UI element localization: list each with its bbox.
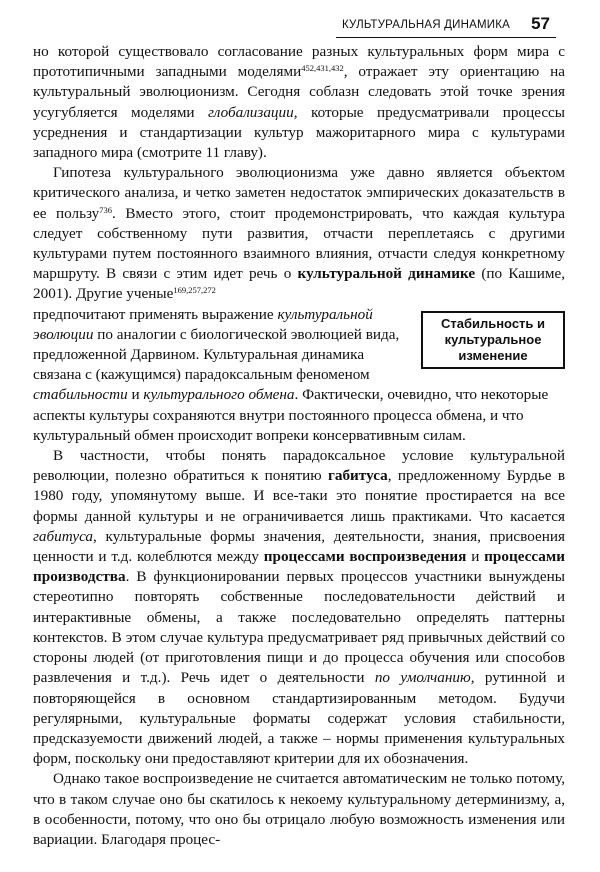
term-reproduction: процессами воспроизведения bbox=[263, 548, 467, 566]
page-header bbox=[0, 14, 600, 38]
paragraph-2: Гипотеза культурального эволюционизма уже давно является объектом критического анализа, и четко заметен недостаток эмпирических доказательств в ее пользу$^{736}$. Вместо этого, стоит продемонстрировать, что каждая культура следует собственному пути развития, отчасти переплетаясь с другими культурами путем постоянного взаимного влияния, отчасти следуя конкретному маршруту. В связи с этим идет речь о культуральной динамике (по Кашиме, 2001). Другие ученые$^{169,257,272}$ bbox=[33, 164, 565, 303]
term-habitus: габитуса bbox=[327, 467, 388, 485]
paragraph-4: Однако такое воспроизведение не считается автоматическим не только потому, что в таком случае оно бы скатилось к некоему культуральному детерминизму, а, в особенности, потому, что оно бы отрицало любую возможность изменения или вариации. Благодаря процес- bbox=[33, 770, 565, 848]
citation: 169,257,272 bbox=[173, 285, 216, 296]
citation: 736 bbox=[99, 204, 113, 215]
main-text: но которой существовало согласование разных культуральных форм мира с прототипичными западными моделями$^{452,431,432}$, отражает эту ориентацию на культуральный эволюционизм. Сегодня соблазн следовать этой точке зрения усугубляется моделями глобализации, которые предусматривали процессы усреднения и стандартизации культур мажоритарного мира с культурами западного мира (смотрите 11 главу). Гипотеза культурального эволюционизма уже давно является объектом критического анализа, и четко заметен недостаток эмпирических доказательств в ее пользу$^{736}$. Вместо этого, стоит продемонстрировать, что каждая культура следует собственному пути развития, отчасти переплетаясь с другими культурами путем постоянного взаимного влияния, отчасти следуя конкретному маршруту. В связи с этим идет речь о культуральной динамике (по Кашиме, 2001). Другие ученые$^{169,257,272}$ Стабильность и культуральное изменение предпочитают применять выражение культуральной эволюции по аналогии с биологической эволюцией вида, предложенной Дарвином. Культуральная динамика связана с (кажущимся) парадоксальным феноменом стабильности и культурального обмена. Фактически, очевидно, что некоторые аспекты культуры сохраняются внутри постоянного процесса обмена, и что культуральный обмен происходит вопреки консервативным силам. В частности, чтобы понять парадоксальное условие культуральной революции, полезно обратиться к понятию габитуса, предложенному Бурдье в 1980 году, упомянутому выше. И все-таки это понятие простирается на все формы данной культуры и не ограничивается лишь практиками. Что касается габитуса, культуральные формы значения, деятельности, знания, присвоения ценности и т.д. колеблются между процессами воспроизведения и процессами производства. В функционировании первых процессов участники вынуждены стереотипно повторять собственные последовательности действий и интерактивные обмены, а также последовательно определять паттерны контекстов. В этом случае культура предусматривает ряд привычных действий со стороны людей (от приготовления пищи и до процесса обучения или способов развлечения и т.д.). Речь идет о деятельности по умолчанию, рутинной и повторяющейся в основном стандартизированным методом. Будучи регулярными, культуральные форматы содержат условия стабильности, предсказуемости движений людей, а также – нормы применения культуральных форм, поскольку они предоставляют критерии для их обозначения. Однако такое воспроизведение не считается автоматическим не только потому, что в таком случае оно бы скатилось к некоему культуральному детерминизму, а, в особенности, потому, что оно бы отрицало любую возможность изменения или вариации. Благодаря процес- bbox=[33, 42, 565, 850]
margin-note-box: Стабильность и культуральное изменение bbox=[421, 311, 565, 369]
citation: 452,431,432 bbox=[301, 63, 344, 74]
page-number: 57 bbox=[531, 14, 550, 33]
running-title: КУЛЬТУРАЛЬНАЯ ДИНАМИКА bbox=[341, 19, 510, 31]
term-cultural-dynamics: культуральной динамике bbox=[297, 265, 476, 283]
paragraph-3: В частности, чтобы понять парадоксальное условие культуральной революции, полезно обратиться к понятию габитуса, предложенному Бурдье в 1980 году, упомянутому выше. И все-таки это понятие простирается на все формы данной культуры и не ограничивается лишь практиками. Что касается габитуса, культуральные формы значения, деятельности, знания, присвоения ценности и т.д. колеблются между процессами воспроизведения и процессами производства. В функционировании первых процессов участники вынуждены стереотипно повторять собственные последовательности действий и интерактивные обмены, а также последовательно определять паттерны контекстов. В этом случае культура предусматривает ряд привычных действий со стороны людей (от приготовления пищи и до процесса обучения или способов развлечения и т.д.). Речь идет о деятельности по умолчанию, рутинной и повторяющейся в основном стандартизированным методом. Будучи регулярными, культуральные форматы содержат условия стабильности, предсказуемости движений людей, а также – нормы применения культуральных форм, поскольку они предоставляют критерии для их обозначения. bbox=[33, 447, 565, 768]
paragraph-1: но которой существовало согласование разных культуральных форм мира с прототипичными западными моделями$^{452,431,432}$, отражает эту ориентацию на культуральный эволюционизм. Сегодня соблазн следовать этой точке зрения усугубляется моделями глобализации, которые предусматривали процессы усреднения и стандартизации культур мажоритарного мира с культурами западного мира (смотрите 11 главу). bbox=[33, 43, 566, 162]
header-rule bbox=[336, 37, 556, 38]
term-production: процессами производства bbox=[33, 548, 565, 586]
